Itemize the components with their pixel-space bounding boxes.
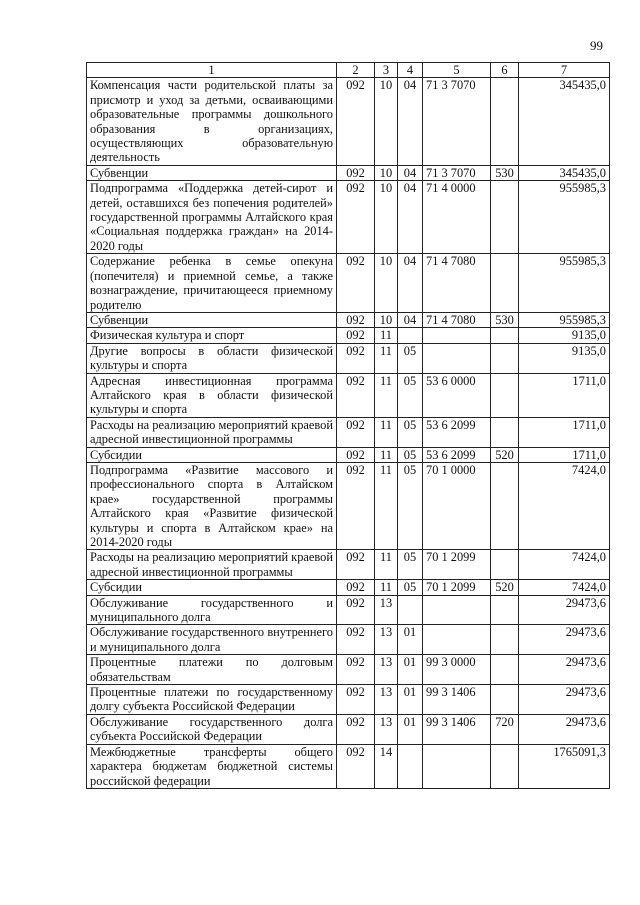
expense-type-cell: 520 xyxy=(491,580,519,595)
budget-table xyxy=(86,62,610,789)
section-code-cell: 11 xyxy=(375,447,398,462)
target-article-cell: 99 3 1406 xyxy=(423,714,491,744)
expense-type-cell: 530 xyxy=(491,165,519,180)
table-row xyxy=(87,343,610,373)
admin-code-cell: 092 xyxy=(337,744,375,788)
admin-code-cell: 092 xyxy=(337,462,375,549)
column-header: 4 xyxy=(398,63,423,78)
amount-cell: 29473,6 xyxy=(519,655,610,685)
section-code-cell: 11 xyxy=(375,580,398,595)
table-body xyxy=(87,78,610,789)
subsection-code-cell: 04 xyxy=(398,181,423,254)
subsection-code-cell: 05 xyxy=(398,550,423,580)
section-code-cell: 11 xyxy=(375,462,398,549)
section-code-cell: 10 xyxy=(375,254,398,313)
admin-code-cell: 092 xyxy=(337,181,375,254)
table-row xyxy=(87,417,610,447)
amount-cell: 29473,6 xyxy=(519,685,610,715)
section-code-cell: 10 xyxy=(375,165,398,180)
subsection-code-cell: 05 xyxy=(398,580,423,595)
expense-type-cell xyxy=(491,685,519,715)
table-row xyxy=(87,462,610,549)
subsection-code-cell: 05 xyxy=(398,447,423,462)
admin-code-cell: 092 xyxy=(337,447,375,462)
section-code-cell: 13 xyxy=(375,685,398,715)
table-row xyxy=(87,714,610,744)
subsection-code-cell xyxy=(398,328,423,343)
target-article-cell xyxy=(423,595,491,625)
target-article-cell: 53 6 2099 xyxy=(423,447,491,462)
table-row xyxy=(87,580,610,595)
admin-code-cell: 092 xyxy=(337,714,375,744)
table-row xyxy=(87,165,610,180)
expense-type-cell xyxy=(491,417,519,447)
table-row xyxy=(87,550,610,580)
item-name-cell: Процентные платежи по долговым обязательствам xyxy=(87,655,337,685)
target-article-cell: 99 3 0000 xyxy=(423,655,491,685)
target-article-cell xyxy=(423,625,491,655)
section-code-cell: 13 xyxy=(375,595,398,625)
item-name-cell: Субвенции xyxy=(87,165,337,180)
amount-cell: 955985,3 xyxy=(519,254,610,313)
item-name-cell: Подпрограмма «Развитие массового и профессионального спорта в Алтайском крае» государственной программы Алтайского края «Развитие физической культуры и спорта в Алтайском крае» на 2014-2020 годы xyxy=(87,462,337,549)
section-code-cell: 11 xyxy=(375,343,398,373)
expense-type-cell xyxy=(491,343,519,373)
table-row xyxy=(87,625,610,655)
item-name-cell: Расходы на реализацию мероприятий краевой адресной инвестиционной программы xyxy=(87,550,337,580)
expense-type-cell xyxy=(491,462,519,549)
table-row xyxy=(87,595,610,625)
item-name-cell: Содержание ребенка в семье опекуна (попечителя) и приемной семье, а также вознаграждение, причитающееся приемному родителю xyxy=(87,254,337,313)
section-code-cell: 13 xyxy=(375,625,398,655)
section-code-cell: 13 xyxy=(375,714,398,744)
amount-cell: 7424,0 xyxy=(519,462,610,549)
amount-cell: 29473,6 xyxy=(519,595,610,625)
page-number: 99 xyxy=(590,38,603,53)
target-article-cell xyxy=(423,744,491,788)
subsection-code-cell xyxy=(398,595,423,625)
item-name-cell: Расходы на реализацию мероприятий краевой адресной инвестиционной программы xyxy=(87,417,337,447)
item-name-cell: Межбюджетные трансферты общего характера бюджетам бюджетной системы российской федерации xyxy=(87,744,337,788)
table-row xyxy=(87,373,610,417)
table-row xyxy=(87,328,610,343)
target-article-cell xyxy=(423,328,491,343)
admin-code-cell: 092 xyxy=(337,625,375,655)
section-code-cell: 10 xyxy=(375,78,398,165)
target-article-cell: 71 3 7070 xyxy=(423,78,491,165)
amount-cell: 7424,0 xyxy=(519,580,610,595)
table-row xyxy=(87,254,610,313)
amount-cell: 9135,0 xyxy=(519,328,610,343)
target-article-cell: 53 6 2099 xyxy=(423,417,491,447)
amount-cell: 345435,0 xyxy=(519,78,610,165)
subsection-code-cell: 01 xyxy=(398,714,423,744)
expense-type-cell xyxy=(491,625,519,655)
expense-type-cell: 530 xyxy=(491,312,519,327)
subsection-code-cell: 05 xyxy=(398,343,423,373)
admin-code-cell: 092 xyxy=(337,328,375,343)
target-article-cell: 71 4 7080 xyxy=(423,254,491,313)
target-article-cell: 71 3 7070 xyxy=(423,165,491,180)
amount-cell: 345435,0 xyxy=(519,165,610,180)
expense-type-cell xyxy=(491,744,519,788)
subsection-code-cell: 05 xyxy=(398,462,423,549)
item-name-cell: Другие вопросы в области физической культуры и спорта xyxy=(87,343,337,373)
amount-cell: 1711,0 xyxy=(519,373,610,417)
section-code-cell: 10 xyxy=(375,312,398,327)
subsection-code-cell: 04 xyxy=(398,312,423,327)
table-row xyxy=(87,312,610,327)
target-article-cell xyxy=(423,343,491,373)
section-code-cell: 10 xyxy=(375,181,398,254)
target-article-cell: 70 1 0000 xyxy=(423,462,491,549)
table-row xyxy=(87,744,610,788)
table-row xyxy=(87,181,610,254)
admin-code-cell: 092 xyxy=(337,312,375,327)
item-name-cell: Обслуживание государственного долга субъекта Российской Федерации xyxy=(87,714,337,744)
admin-code-cell: 092 xyxy=(337,343,375,373)
expense-type-cell xyxy=(491,595,519,625)
admin-code-cell: 092 xyxy=(337,373,375,417)
item-name-cell: Обслуживание государственного внутреннего и муниципального долга xyxy=(87,625,337,655)
amount-cell: 7424,0 xyxy=(519,550,610,580)
column-header: 2 xyxy=(337,63,375,78)
table-row xyxy=(87,447,610,462)
amount-cell: 955985,3 xyxy=(519,181,610,254)
section-code-cell: 14 xyxy=(375,744,398,788)
column-header: 1 xyxy=(87,63,337,78)
subsection-code-cell xyxy=(398,744,423,788)
expense-type-cell xyxy=(491,328,519,343)
admin-code-cell: 092 xyxy=(337,685,375,715)
item-name-cell: Субвенции xyxy=(87,312,337,327)
expense-type-cell xyxy=(491,78,519,165)
expense-type-cell: 720 xyxy=(491,714,519,744)
expense-type-cell xyxy=(491,373,519,417)
admin-code-cell: 092 xyxy=(337,417,375,447)
amount-cell: 1711,0 xyxy=(519,447,610,462)
expense-type-cell xyxy=(491,550,519,580)
admin-code-cell: 092 xyxy=(337,78,375,165)
subsection-code-cell: 04 xyxy=(398,78,423,165)
item-name-cell: Процентные платежи по государственному долгу субъекта Российской Федерации xyxy=(87,685,337,715)
subsection-code-cell: 01 xyxy=(398,625,423,655)
expense-type-cell xyxy=(491,181,519,254)
admin-code-cell: 092 xyxy=(337,165,375,180)
subsection-code-cell: 05 xyxy=(398,417,423,447)
target-article-cell: 99 3 1406 xyxy=(423,685,491,715)
target-article-cell: 70 1 2099 xyxy=(423,580,491,595)
item-name-cell: Обслуживание государственного и муниципального долга xyxy=(87,595,337,625)
amount-cell: 9135,0 xyxy=(519,343,610,373)
section-code-cell: 11 xyxy=(375,550,398,580)
admin-code-cell: 092 xyxy=(337,550,375,580)
expense-type-cell xyxy=(491,655,519,685)
section-code-cell: 11 xyxy=(375,328,398,343)
table-row xyxy=(87,78,610,165)
column-header: 7 xyxy=(519,63,610,78)
item-name-cell: Физическая культура и спорт xyxy=(87,328,337,343)
target-article-cell: 70 1 2099 xyxy=(423,550,491,580)
expense-type-cell: 520 xyxy=(491,447,519,462)
table-header-row xyxy=(87,63,610,78)
column-header: 6 xyxy=(491,63,519,78)
table-row xyxy=(87,655,610,685)
column-header: 5 xyxy=(423,63,491,78)
column-header: 3 xyxy=(375,63,398,78)
expense-type-cell xyxy=(491,254,519,313)
section-code-cell: 11 xyxy=(375,417,398,447)
table-row xyxy=(87,685,610,715)
amount-cell: 955985,3 xyxy=(519,312,610,327)
target-article-cell: 53 6 0000 xyxy=(423,373,491,417)
subsection-code-cell: 05 xyxy=(398,373,423,417)
amount-cell: 29473,6 xyxy=(519,625,610,655)
amount-cell: 1765091,3 xyxy=(519,744,610,788)
admin-code-cell: 092 xyxy=(337,580,375,595)
amount-cell: 1711,0 xyxy=(519,417,610,447)
section-code-cell: 11 xyxy=(375,373,398,417)
subsection-code-cell: 01 xyxy=(398,685,423,715)
subsection-code-cell: 01 xyxy=(398,655,423,685)
target-article-cell: 71 4 0000 xyxy=(423,181,491,254)
subsection-code-cell: 04 xyxy=(398,254,423,313)
section-code-cell: 13 xyxy=(375,655,398,685)
item-name-cell: Подпрограмма «Поддержка детей-сирот и детей, оставшихся без попечения родителей» государственной программы Алтайского края «Социальная поддержка граждан» на 2014-2020 годы xyxy=(87,181,337,254)
subsection-code-cell: 04 xyxy=(398,165,423,180)
target-article-cell: 71 4 7080 xyxy=(423,312,491,327)
item-name-cell: Субсидии xyxy=(87,580,337,595)
admin-code-cell: 092 xyxy=(337,655,375,685)
admin-code-cell: 092 xyxy=(337,595,375,625)
item-name-cell: Компенсация части родительской платы за присмотр и уход за детьми, осваивающими образовательные программы дошкольного образования в организациях, осуществляющих образовательную деятельность xyxy=(87,78,337,165)
item-name-cell: Адресная инвестиционная программа Алтайского края в области физической культуры и спорта xyxy=(87,373,337,417)
item-name-cell: Субсидии xyxy=(87,447,337,462)
amount-cell: 29473,6 xyxy=(519,714,610,744)
admin-code-cell: 092 xyxy=(337,254,375,313)
